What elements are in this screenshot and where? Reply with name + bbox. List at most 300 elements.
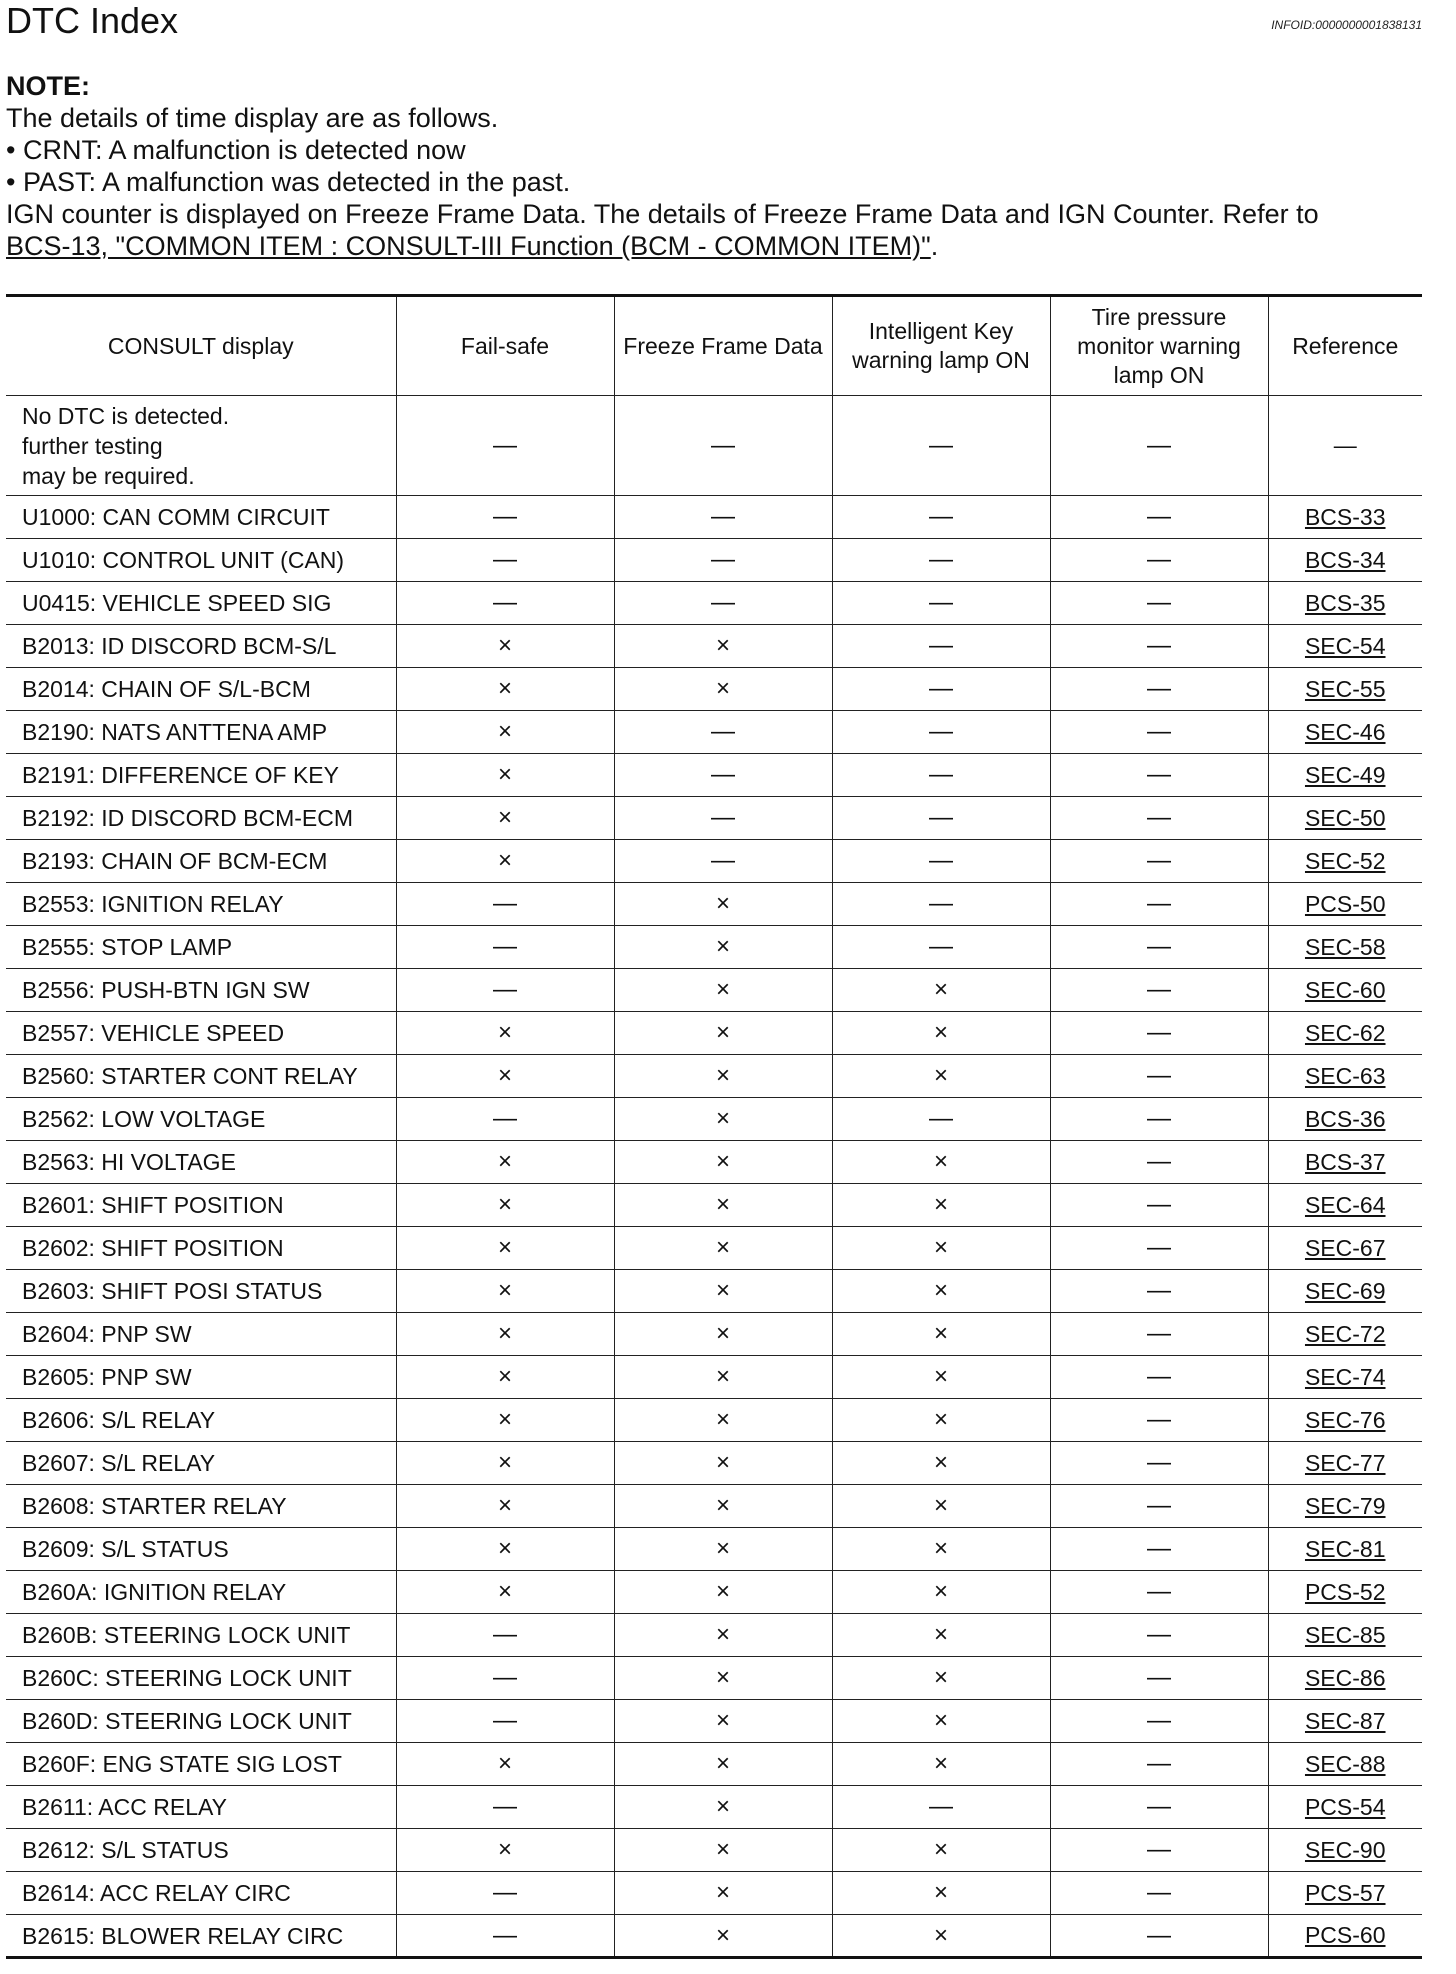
cell-intelligent-key-lamp: — <box>832 496 1050 539</box>
cell-intelligent-key-lamp: — <box>832 754 1050 797</box>
cell-fail-safe: — <box>396 1098 614 1141</box>
reference-link[interactable]: SEC-86 <box>1304 1664 1386 1691</box>
cell-consult-display <box>6 1528 396 1571</box>
cell-consult-display <box>6 668 396 711</box>
display-text: B2603: SHIFT POSI STATUS <box>22 1278 323 1304</box>
cell-consult-display <box>6 1657 396 1700</box>
cell-fail-safe: — <box>396 396 614 496</box>
display-text: B2560: STARTER CONT RELAY <box>22 1063 358 1089</box>
reference-link[interactable]: SEC-85 <box>1304 1621 1386 1648</box>
cell-fail-safe: × <box>396 1743 614 1786</box>
cell-consult-display <box>6 496 396 539</box>
cell-intelligent-key-lamp: — <box>832 883 1050 926</box>
cell-reference <box>1268 1442 1422 1485</box>
reference-link[interactable]: PCS-57 <box>1304 1879 1386 1906</box>
cell-tire-pressure-lamp: — <box>1050 396 1268 496</box>
display-text: may be required. <box>22 462 195 489</box>
cell-reference <box>1268 1700 1422 1743</box>
table-row <box>6 1657 1422 1700</box>
cell-intelligent-key-lamp: × <box>832 1012 1050 1055</box>
note-line: The details of time display are as follows. <box>6 103 499 133</box>
cell-freeze-frame-data: × <box>614 1141 832 1184</box>
cell-tire-pressure-lamp: — <box>1050 797 1268 840</box>
cell-freeze-frame-data: × <box>614 1743 832 1786</box>
table-row <box>6 496 1422 539</box>
cell-reference <box>1268 797 1422 840</box>
cell-fail-safe: — <box>396 539 614 582</box>
cell-tire-pressure-lamp: — <box>1050 1614 1268 1657</box>
cell-reference <box>1268 1872 1422 1915</box>
cell-tire-pressure-lamp: — <box>1050 1227 1268 1270</box>
cell-reference <box>1268 539 1422 582</box>
cell-freeze-frame-data: — <box>614 496 832 539</box>
table-row <box>6 926 1422 969</box>
cell-fail-safe: — <box>396 1786 614 1829</box>
table-row <box>6 1915 1422 1958</box>
cell-intelligent-key-lamp: × <box>832 1270 1050 1313</box>
cell-reference <box>1268 1270 1422 1313</box>
display-text: B2601: SHIFT POSITION <box>22 1192 284 1218</box>
reference-link[interactable]: PCS-54 <box>1304 1793 1386 1820</box>
cell-consult-display <box>6 883 396 926</box>
cell-freeze-frame-data: × <box>614 1227 832 1270</box>
cell-intelligent-key-lamp: × <box>832 1743 1050 1786</box>
reference-link[interactable]: SEC-49 <box>1304 761 1386 788</box>
cell-tire-pressure-lamp: — <box>1050 1313 1268 1356</box>
cell-tire-pressure-lamp: — <box>1050 1786 1268 1829</box>
reference-link[interactable]: BCS-37 <box>1304 1148 1386 1175</box>
cell-freeze-frame-data: × <box>614 625 832 668</box>
cell-reference <box>1268 396 1422 496</box>
cell-freeze-frame-data: × <box>614 1270 832 1313</box>
cell-freeze-frame-data: — <box>614 539 832 582</box>
cell-tire-pressure-lamp: — <box>1050 1184 1268 1227</box>
cell-fail-safe: × <box>396 625 614 668</box>
reference-link[interactable]: SEC-77 <box>1304 1449 1386 1476</box>
cell-reference <box>1268 582 1422 625</box>
note-reference-line <box>6 230 1426 262</box>
table-body <box>6 396 1422 1958</box>
cell-reference <box>1268 969 1422 1012</box>
table-row <box>6 1442 1422 1485</box>
cell-consult-display <box>6 1098 396 1141</box>
cell-tire-pressure-lamp: — <box>1050 582 1268 625</box>
cell-consult-display <box>6 1786 396 1829</box>
cell-freeze-frame-data: × <box>614 926 832 969</box>
cell-reference <box>1268 1528 1422 1571</box>
cell-intelligent-key-lamp: × <box>832 1227 1050 1270</box>
cell-tire-pressure-lamp: — <box>1050 1270 1268 1313</box>
cell-tire-pressure-lamp: — <box>1050 668 1268 711</box>
header-fail-safe: Fail-safe <box>396 296 614 396</box>
note-line: • CRNT: A malfunction is detected now <box>6 135 466 165</box>
page-title: DTC Index <box>6 0 179 41</box>
reference-link[interactable]: SEC-55 <box>1304 675 1386 702</box>
reference-text: — <box>1333 432 1357 458</box>
reference-link[interactable]: SEC-52 <box>1304 847 1386 874</box>
display-text: No DTC is detected. <box>22 402 230 429</box>
cell-tire-pressure-lamp: — <box>1050 1012 1268 1055</box>
cell-reference <box>1268 1915 1422 1958</box>
cell-tire-pressure-lamp: — <box>1050 1141 1268 1184</box>
display-text: B260D: STEERING LOCK UNIT <box>22 1708 352 1734</box>
cell-consult-display <box>6 840 396 883</box>
header-tire-pressure-lamp: Tire pressure monitor warning lamp ON <box>1050 296 1268 396</box>
cell-tire-pressure-lamp: — <box>1050 625 1268 668</box>
dtc-index-table <box>6 294 1422 1959</box>
table-row <box>6 582 1422 625</box>
cell-consult-display <box>6 1614 396 1657</box>
cell-tire-pressure-lamp: — <box>1050 1442 1268 1485</box>
reference-link[interactable]: SEC-58 <box>1304 933 1386 960</box>
table-row <box>6 1055 1422 1098</box>
dtc-index-table-container <box>6 294 1422 1959</box>
cell-fail-safe: — <box>396 582 614 625</box>
cell-consult-display <box>6 1356 396 1399</box>
cell-fail-safe: × <box>396 1012 614 1055</box>
cell-intelligent-key-lamp: × <box>832 1141 1050 1184</box>
cell-fail-safe: × <box>396 1399 614 1442</box>
cell-reference <box>1268 754 1422 797</box>
cell-intelligent-key-lamp: × <box>832 1184 1050 1227</box>
cell-consult-display <box>6 711 396 754</box>
cell-fail-safe: × <box>396 840 614 883</box>
table-row <box>6 1743 1422 1786</box>
cell-intelligent-key-lamp: — <box>832 539 1050 582</box>
cell-consult-display <box>6 1485 396 1528</box>
display-text: U0415: VEHICLE SPEED SIG <box>22 590 332 616</box>
cell-intelligent-key-lamp: × <box>832 1915 1050 1958</box>
cell-reference <box>1268 1829 1422 1872</box>
display-text: B260C: STEERING LOCK UNIT <box>22 1665 352 1691</box>
cell-fail-safe: — <box>396 883 614 926</box>
table-row <box>6 969 1422 1012</box>
table-row <box>6 1141 1422 1184</box>
cell-consult-display <box>6 1872 396 1915</box>
reference-link[interactable]: SEC-50 <box>1304 804 1386 831</box>
cell-consult-display <box>6 1829 396 1872</box>
display-text: B2614: ACC RELAY CIRC <box>22 1880 291 1906</box>
table-row <box>6 883 1422 926</box>
cell-consult-display <box>6 1012 396 1055</box>
reference-link[interactable]: BCS-34 <box>1304 546 1386 573</box>
cell-reference <box>1268 1356 1422 1399</box>
cell-fail-safe: × <box>396 1227 614 1270</box>
cell-consult-display <box>6 969 396 1012</box>
cell-fail-safe: — <box>396 1915 614 1958</box>
reference-link[interactable]: SEC-90 <box>1304 1836 1386 1863</box>
table-row <box>6 797 1422 840</box>
cell-intelligent-key-lamp: × <box>832 1313 1050 1356</box>
display-text: further testing <box>22 432 163 459</box>
cell-freeze-frame-data: × <box>614 1571 832 1614</box>
table-row <box>6 1786 1422 1829</box>
cell-consult-display <box>6 1313 396 1356</box>
cell-tire-pressure-lamp: — <box>1050 926 1268 969</box>
reference-link[interactable]: SEC-76 <box>1304 1406 1386 1433</box>
table-row <box>6 1872 1422 1915</box>
cell-fail-safe: — <box>396 1614 614 1657</box>
cell-fail-safe: × <box>396 1829 614 1872</box>
cell-freeze-frame-data: × <box>614 1485 832 1528</box>
reference-link[interactable]: SEC-54 <box>1304 632 1386 659</box>
info-id: INFOID:0000000001838131 <box>1271 18 1422 32</box>
cell-consult-display <box>6 1442 396 1485</box>
reference-link[interactable]: PCS-60 <box>1304 1922 1386 1948</box>
cell-freeze-frame-data: — <box>614 396 832 496</box>
cell-consult-display <box>6 1700 396 1743</box>
cell-fail-safe: × <box>396 711 614 754</box>
reference-link[interactable]: SEC-69 <box>1304 1277 1386 1304</box>
cell-fail-safe: × <box>396 1055 614 1098</box>
cell-tire-pressure-lamp: — <box>1050 883 1268 926</box>
table-row <box>6 1356 1422 1399</box>
display-text: B2612: S/L STATUS <box>22 1837 229 1863</box>
cell-reference <box>1268 711 1422 754</box>
reference-link[interactable]: PCS-52 <box>1304 1578 1386 1605</box>
cell-intelligent-key-lamp: × <box>832 1571 1050 1614</box>
cell-tire-pressure-lamp: — <box>1050 1743 1268 1786</box>
cell-fail-safe: × <box>396 1313 614 1356</box>
cell-reference <box>1268 1571 1422 1614</box>
reference-link[interactable]: SEC-79 <box>1304 1492 1386 1519</box>
cell-intelligent-key-lamp: — <box>832 1786 1050 1829</box>
cell-tire-pressure-lamp: — <box>1050 1528 1268 1571</box>
display-text: B2607: S/L RELAY <box>22 1450 216 1476</box>
cell-freeze-frame-data: × <box>614 1055 832 1098</box>
reference-link[interactable]: SEC-62 <box>1304 1019 1386 1046</box>
header-freeze-frame-data: Freeze Frame Data <box>614 296 832 396</box>
cell-consult-display <box>6 926 396 969</box>
cell-intelligent-key-lamp: × <box>832 1485 1050 1528</box>
reference-link[interactable]: SEC-63 <box>1304 1062 1386 1089</box>
cell-tire-pressure-lamp: — <box>1050 1700 1268 1743</box>
table-row <box>6 396 1422 496</box>
cell-intelligent-key-lamp: × <box>832 1872 1050 1915</box>
cell-freeze-frame-data: × <box>614 1313 832 1356</box>
reference-link[interactable]: SEC-60 <box>1304 976 1386 1003</box>
display-text: B2602: SHIFT POSITION <box>22 1235 284 1261</box>
cell-fail-safe: — <box>396 496 614 539</box>
display-text: B2555: STOP LAMP <box>22 934 233 960</box>
cell-tire-pressure-lamp: — <box>1050 1657 1268 1700</box>
cell-reference <box>1268 668 1422 711</box>
reference-link[interactable]: SEC-88 <box>1304 1750 1386 1777</box>
cell-tire-pressure-lamp: — <box>1050 1915 1268 1958</box>
cell-intelligent-key-lamp: × <box>832 1528 1050 1571</box>
display-text: B260A: IGNITION RELAY <box>22 1579 287 1605</box>
cell-fail-safe: × <box>396 1485 614 1528</box>
table-row <box>6 1184 1422 1227</box>
cell-intelligent-key-lamp: × <box>832 1700 1050 1743</box>
cell-consult-display <box>6 754 396 797</box>
cell-tire-pressure-lamp: — <box>1050 1872 1268 1915</box>
cell-reference <box>1268 1184 1422 1227</box>
cell-reference <box>1268 1098 1422 1141</box>
cell-freeze-frame-data: — <box>614 711 832 754</box>
cell-freeze-frame-data: × <box>614 1012 832 1055</box>
cell-freeze-frame-data: × <box>614 1915 832 1958</box>
note-heading: NOTE: <box>6 71 90 101</box>
note-line: • PAST: A malfunction was detected in the past. <box>6 167 571 197</box>
cell-consult-display <box>6 625 396 668</box>
cell-fail-safe: × <box>396 1442 614 1485</box>
display-text: B2604: PNP SW <box>22 1321 192 1347</box>
reference-link[interactable]: SEC-74 <box>1304 1363 1386 1390</box>
header-reference: Reference <box>1268 296 1422 396</box>
table-row <box>6 754 1422 797</box>
cell-tire-pressure-lamp: — <box>1050 754 1268 797</box>
display-text: B2191: DIFFERENCE OF KEY <box>22 762 339 788</box>
display-text: B2615: BLOWER RELAY CIRC <box>22 1922 344 1949</box>
reference-link[interactable]: SEC-67 <box>1304 1234 1386 1261</box>
cell-consult-display <box>6 1915 396 1958</box>
cell-freeze-frame-data: × <box>614 1700 832 1743</box>
cell-tire-pressure-lamp: — <box>1050 539 1268 582</box>
cell-freeze-frame-data: — <box>614 754 832 797</box>
cell-reference <box>1268 625 1422 668</box>
table-row <box>6 1614 1422 1657</box>
table-row <box>6 1227 1422 1270</box>
cell-intelligent-key-lamp: × <box>832 969 1050 1012</box>
cell-fail-safe: × <box>396 1356 614 1399</box>
cell-tire-pressure-lamp: — <box>1050 1829 1268 1872</box>
cell-freeze-frame-data: × <box>614 668 832 711</box>
cell-fail-safe: × <box>396 1270 614 1313</box>
cell-fail-safe: × <box>396 1184 614 1227</box>
cell-fail-safe: — <box>396 1872 614 1915</box>
cell-freeze-frame-data: × <box>614 1528 832 1571</box>
cell-tire-pressure-lamp: — <box>1050 1055 1268 1098</box>
cell-consult-display <box>6 1743 396 1786</box>
cell-freeze-frame-data: × <box>614 1356 832 1399</box>
header-intelligent-key-lamp: Intelligent Key warning lamp ON <box>832 296 1050 396</box>
table-row <box>6 539 1422 582</box>
table-row <box>6 1700 1422 1743</box>
display-text: B2193: CHAIN OF BCM-ECM <box>22 848 328 874</box>
cell-reference <box>1268 1055 1422 1098</box>
reference-link[interactable]: BCS-33 <box>1304 503 1386 530</box>
reference-link[interactable]: PCS-50 <box>1304 890 1386 917</box>
cell-tire-pressure-lamp: — <box>1050 1399 1268 1442</box>
table-row <box>6 1528 1422 1571</box>
cell-intelligent-key-lamp: — <box>832 668 1050 711</box>
cell-intelligent-key-lamp: — <box>832 711 1050 754</box>
table-row <box>6 625 1422 668</box>
cell-reference <box>1268 840 1422 883</box>
table-header-row <box>6 296 1422 396</box>
cell-freeze-frame-data: × <box>614 1786 832 1829</box>
cell-consult-display <box>6 1141 396 1184</box>
cell-fail-safe: — <box>396 1700 614 1743</box>
reference-link[interactable]: SEC-72 <box>1304 1320 1386 1347</box>
reference-link[interactable]: SEC-87 <box>1304 1707 1386 1734</box>
reference-link[interactable]: BCS-35 <box>1304 589 1386 616</box>
reference-link[interactable]: SEC-81 <box>1304 1535 1386 1562</box>
cell-fail-safe: — <box>396 969 614 1012</box>
cell-reference <box>1268 1313 1422 1356</box>
display-text: U1010: CONTROL UNIT (CAN) <box>22 547 345 573</box>
display-text: B2014: CHAIN OF S/L-BCM <box>22 676 311 702</box>
cell-consult-display <box>6 797 396 840</box>
cell-reference <box>1268 1657 1422 1700</box>
cell-consult-display <box>6 1270 396 1313</box>
reference-link[interactable]: SEC-64 <box>1304 1191 1386 1218</box>
display-text: B2605: PNP SW <box>22 1364 192 1390</box>
reference-suffix: . <box>930 231 939 261</box>
cell-reference <box>1268 1399 1422 1442</box>
reference-link[interactable]: BCS-13, "COMMON ITEM : CONSULT-III Function (BCM - COMMON ITEM)" <box>6 231 931 261</box>
cell-intelligent-key-lamp: — <box>832 797 1050 840</box>
cell-reference <box>1268 1141 1422 1184</box>
cell-fail-safe: × <box>396 668 614 711</box>
cell-fail-safe: — <box>396 1657 614 1700</box>
cell-consult-display <box>6 582 396 625</box>
cell-freeze-frame-data: × <box>614 1614 832 1657</box>
display-text: U1000: CAN COMM CIRCUIT <box>22 504 330 530</box>
display-text: B2556: PUSH-BTN IGN SW <box>22 977 310 1003</box>
cell-freeze-frame-data: × <box>614 1657 832 1700</box>
cell-consult-display <box>6 1571 396 1614</box>
cell-intelligent-key-lamp: — <box>832 625 1050 668</box>
display-text: B2192: ID DISCORD BCM-ECM <box>22 805 354 831</box>
cell-reference <box>1268 1227 1422 1270</box>
note-line: IGN counter is displayed on Freeze Frame Data. The details of Freeze Frame Data and IGN Counter. Refer to <box>6 199 1319 229</box>
cell-tire-pressure-lamp: — <box>1050 1356 1268 1399</box>
cell-intelligent-key-lamp: × <box>832 1442 1050 1485</box>
cell-intelligent-key-lamp: × <box>832 1614 1050 1657</box>
reference-link[interactable]: SEC-46 <box>1304 718 1386 745</box>
display-text: B2013: ID DISCORD BCM-S/L <box>22 633 337 659</box>
display-text: B2606: S/L RELAY <box>22 1407 216 1433</box>
cell-freeze-frame-data: × <box>614 883 832 926</box>
table-row <box>6 668 1422 711</box>
table-row <box>6 1313 1422 1356</box>
reference-link[interactable]: BCS-36 <box>1304 1105 1386 1132</box>
cell-intelligent-key-lamp: × <box>832 1399 1050 1442</box>
cell-freeze-frame-data: — <box>614 797 832 840</box>
cell-consult-display <box>6 1055 396 1098</box>
cell-fail-safe: × <box>396 1528 614 1571</box>
cell-intelligent-key-lamp: × <box>832 1356 1050 1399</box>
cell-fail-safe: × <box>396 754 614 797</box>
cell-intelligent-key-lamp: × <box>832 1657 1050 1700</box>
cell-consult-display <box>6 1227 396 1270</box>
cell-intelligent-key-lamp: — <box>832 926 1050 969</box>
cell-consult-display <box>6 396 396 496</box>
cell-reference <box>1268 1743 1422 1786</box>
cell-consult-display <box>6 1399 396 1442</box>
display-text: B260B: STEERING LOCK UNIT <box>22 1622 351 1648</box>
display-text: B2190: NATS ANTTENA AMP <box>22 719 328 745</box>
cell-reference <box>1268 1485 1422 1528</box>
cell-reference <box>1268 1786 1422 1829</box>
cell-reference <box>1268 926 1422 969</box>
cell-reference <box>1268 496 1422 539</box>
display-text: B2563: HI VOLTAGE <box>22 1149 236 1175</box>
cell-tire-pressure-lamp: — <box>1050 711 1268 754</box>
cell-freeze-frame-data: × <box>614 1399 832 1442</box>
table-row <box>6 840 1422 883</box>
cell-freeze-frame-data: × <box>614 1872 832 1915</box>
table-row <box>6 1270 1422 1313</box>
table-row <box>6 1012 1422 1055</box>
cell-fail-safe: × <box>396 1141 614 1184</box>
cell-fail-safe: × <box>396 1571 614 1614</box>
cell-freeze-frame-data: × <box>614 1098 832 1141</box>
cell-freeze-frame-data: × <box>614 969 832 1012</box>
cell-reference <box>1268 1012 1422 1055</box>
